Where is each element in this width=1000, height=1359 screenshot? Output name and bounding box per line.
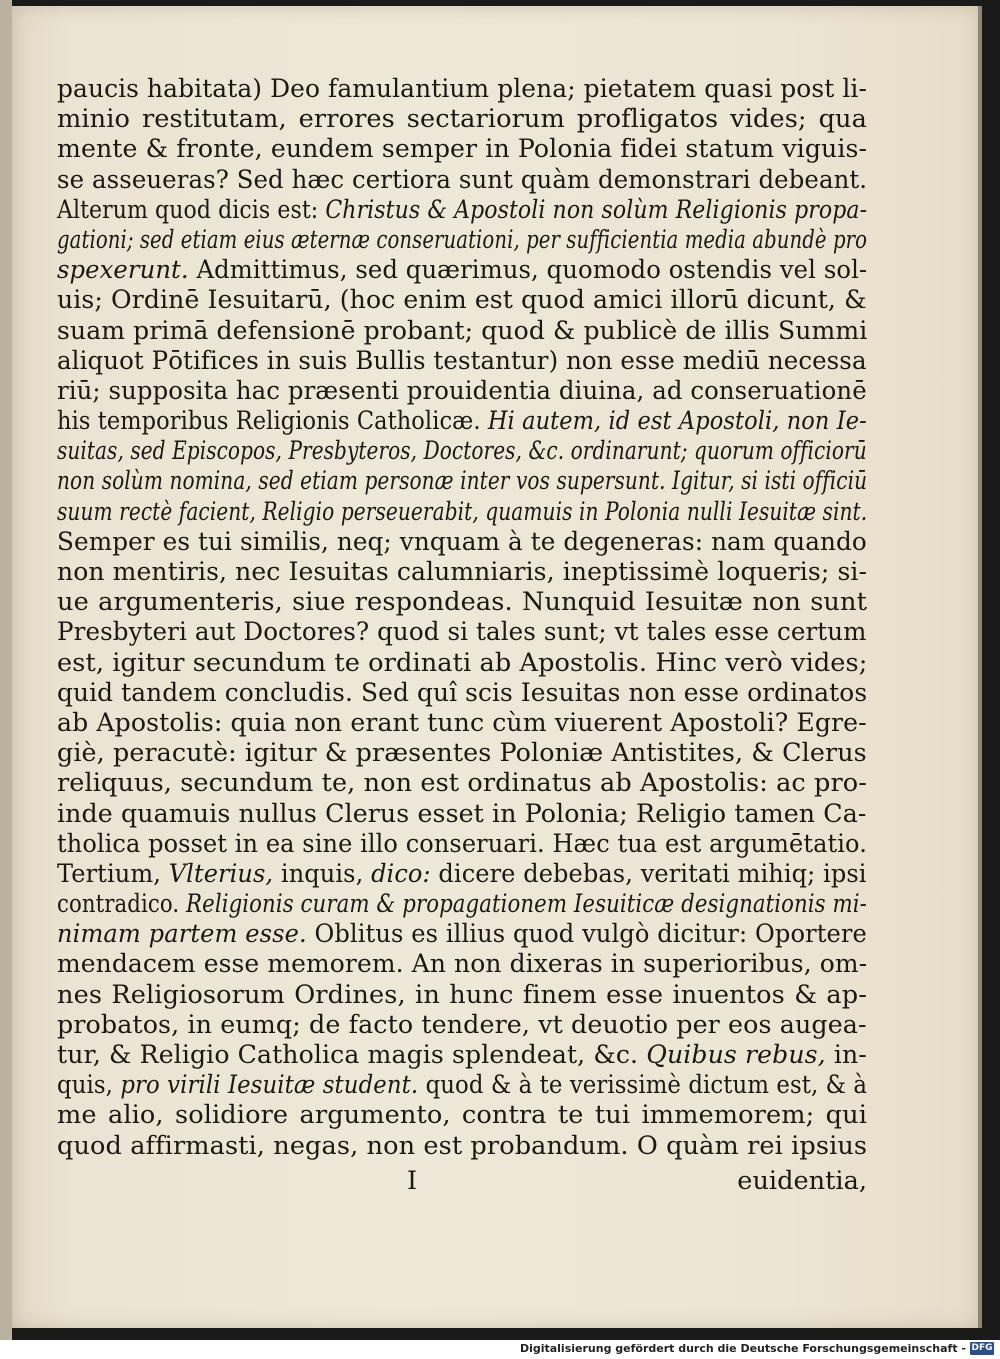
text-line xyxy=(57,194,868,225)
italic-quote-segment: suum rectè facient, Religio perseuerabit, quamuis in Polonia nulli Iesuitæ sint. xyxy=(57,496,868,527)
text-segment: aliquot Pōtifices in suis Bullis testantur) non esse mediū necessa xyxy=(57,345,867,376)
text-line xyxy=(57,285,867,316)
text-segment: his temporibus Religionis Catholicæ. xyxy=(57,406,488,437)
text-segment: minio restitutam, errores sectariorum profligatos vides; qua xyxy=(57,104,867,135)
text-segment: Tertium, xyxy=(57,858,169,889)
text-line xyxy=(57,828,867,859)
text-line xyxy=(57,707,867,738)
italic-quote-segment: Quibus rebus, xyxy=(646,1040,826,1070)
text-line xyxy=(57,858,867,889)
italic-quote-segment: gationi; sed etiam eius æternæ conseruationi, per sufficientia media abundè pro xyxy=(57,224,868,255)
text-segment: riū; supposita hac præsenti prouidentia diuina, ad conseruationē xyxy=(57,375,867,406)
text-line xyxy=(57,375,867,406)
text-line xyxy=(57,768,865,798)
italic-quote-segment: dico: xyxy=(371,858,431,889)
text-segment: Alterum quod dicis est: xyxy=(57,194,326,225)
text-line xyxy=(57,74,867,104)
text-segment: uis; Ordinē Iesuitarū, (hoc enim est quod amici illorū dicunt, & xyxy=(57,285,867,316)
text-segment: contradico. xyxy=(57,889,187,920)
signature-mark: I xyxy=(407,1166,418,1196)
text-segment: Semper es tui similis, neq; vnquam à te degeneras: nam quando xyxy=(57,526,867,557)
text-line xyxy=(57,345,867,376)
text-segment: Oblitus es illius quod vulgò dicitur: Oportere xyxy=(306,919,867,950)
text-segment: nes Religiosorum Ordines, in hunc finem esse inuentos & ap- xyxy=(57,979,867,1010)
text-line xyxy=(57,677,868,708)
text-segment: paucis habitata) Deo famulantium plena; pietatem quasi post li- xyxy=(57,74,867,104)
text-line xyxy=(57,648,866,678)
text-segment: mendacem esse memorem. An non dixeras in superioribus, om- xyxy=(57,949,868,980)
text-line xyxy=(57,919,867,950)
body-text xyxy=(57,74,867,1161)
text-line xyxy=(57,496,868,527)
text-line xyxy=(57,617,867,648)
text-segment: ab Apostolis: quia non erant tunc cùm viuerent Apostoli? Egre- xyxy=(57,707,867,738)
italic-quote-segment: pro virili Iesuitæ student. xyxy=(120,1070,419,1101)
text-segment: me alio, solidiore argumento, contra te tui immemorem; qui xyxy=(57,1100,867,1131)
text-line xyxy=(57,255,868,286)
text-segment: quid tandem concludis. Sed quî scis Iesuitas non esse ordinatos xyxy=(57,677,868,708)
text-segment: suam primā defensionē probant; quod & publicè de illis Summi xyxy=(57,315,868,346)
dfg-logo-icon: DFG xyxy=(971,1343,993,1353)
text-line xyxy=(57,587,867,617)
text-line xyxy=(57,949,868,980)
italic-quote-segment: nimam partem esse. xyxy=(57,919,307,950)
text-line xyxy=(57,1040,867,1070)
text-line xyxy=(57,798,867,829)
digitization-credit-bar xyxy=(0,1340,1000,1359)
text-line xyxy=(57,466,868,497)
text-line xyxy=(57,134,868,165)
text-segment: in- xyxy=(825,1040,867,1070)
italic-quote-segment: Christus & Apostoli non solùm Religionis propa- xyxy=(325,194,868,225)
text-line xyxy=(57,1070,868,1101)
text-line xyxy=(57,104,867,134)
text-line xyxy=(57,889,867,920)
text-line xyxy=(57,164,868,195)
text-line xyxy=(57,406,867,437)
catchword: euidentia, xyxy=(737,1166,867,1196)
text-line xyxy=(57,224,868,255)
text-line xyxy=(57,1131,866,1161)
italic-quote-segment: suitas, sed Episcopos, Presbyteros, Doctores, &c. ordinarunt; quorum officiorū xyxy=(57,436,867,467)
text-line xyxy=(57,738,867,769)
text-segment: quod affirmasti, negas, non est probandum. O quàm rei ipsius xyxy=(57,1130,868,1161)
text-segment: quis, xyxy=(57,1070,121,1101)
text-line xyxy=(57,526,867,557)
page-right-edge xyxy=(978,6,982,1328)
italic-quote-segment: non solùm nomina, sed etiam personæ inter vos supersunt. Igitur, si isti officiū xyxy=(57,466,868,497)
text-line xyxy=(57,980,867,1010)
italic-quote-segment: spexerunt. xyxy=(57,255,189,286)
digitization-credit: Digitalisierung gefördert durch die Deutsche Forschungsgemeinschaft - xyxy=(519,1342,966,1355)
italic-quote-segment: Vlterius, xyxy=(168,858,274,889)
text-line xyxy=(57,557,868,587)
text-line xyxy=(57,1100,867,1130)
text-segment: se asseueras? Sed hæc certiora sunt quàm demonstrari debeant. xyxy=(57,164,868,195)
text-segment: inquis, xyxy=(273,858,372,889)
text-segment: Admittimus, sed quærimus, quomodo ostendis vel sol- xyxy=(188,255,868,286)
text-segment: non mentiris, nec Iesuitas calumniaris, ineptissimè loqueris; si- xyxy=(57,557,868,587)
text-segment: est, igitur secundum te ordinati ab Apostolis. Hinc verò vides; xyxy=(57,647,868,678)
text-line xyxy=(57,315,868,346)
text-segment: giè, peracutè: igitur & præsentes Poloniæ Antistites, & Clerus xyxy=(57,738,867,769)
text-segment: quod & à te verissimè dictum est, & à xyxy=(418,1070,868,1101)
text-segment: tholica posset in ea sine illo conseruari. Hæc tua est argumētatio. xyxy=(57,828,867,859)
text-segment: Presbyteri aut Doctores? quod si tales sunt; vt tales esse certum xyxy=(57,617,867,648)
text-segment: reliquus, secundum te, non est ordinatus ab Apostolis: ac pro- xyxy=(57,768,867,799)
text-line xyxy=(57,436,867,467)
page-footer xyxy=(57,1166,867,1198)
text-segment: mente & fronte, eundem semper in Polonia fidei statum viguis- xyxy=(57,134,868,165)
italic-quote-segment: Religionis curam & propagationem Iesuiticæ designationis mi- xyxy=(186,889,867,920)
text-segment: probatos, in eumq; de facto tendere, vt deuotio per eos augea- xyxy=(57,1009,867,1040)
page-binding-edge xyxy=(0,0,12,1340)
text-segment: ue argumenteris, siue respondeas. Nunquid Iesuitæ non sunt xyxy=(57,587,867,618)
text-segment: tur, & Religio Catholica magis splendeat, &c. xyxy=(57,1040,647,1070)
text-line xyxy=(57,1009,867,1040)
text-segment: inde quamuis nullus Clerus esset in Polonia; Religio tamen Ca- xyxy=(57,798,867,829)
italic-quote-segment: Hi autem, id est Apostoli, non Ie- xyxy=(487,406,867,437)
text-segment: dicere debebas, veritati mihiq; ipsi xyxy=(430,858,867,889)
